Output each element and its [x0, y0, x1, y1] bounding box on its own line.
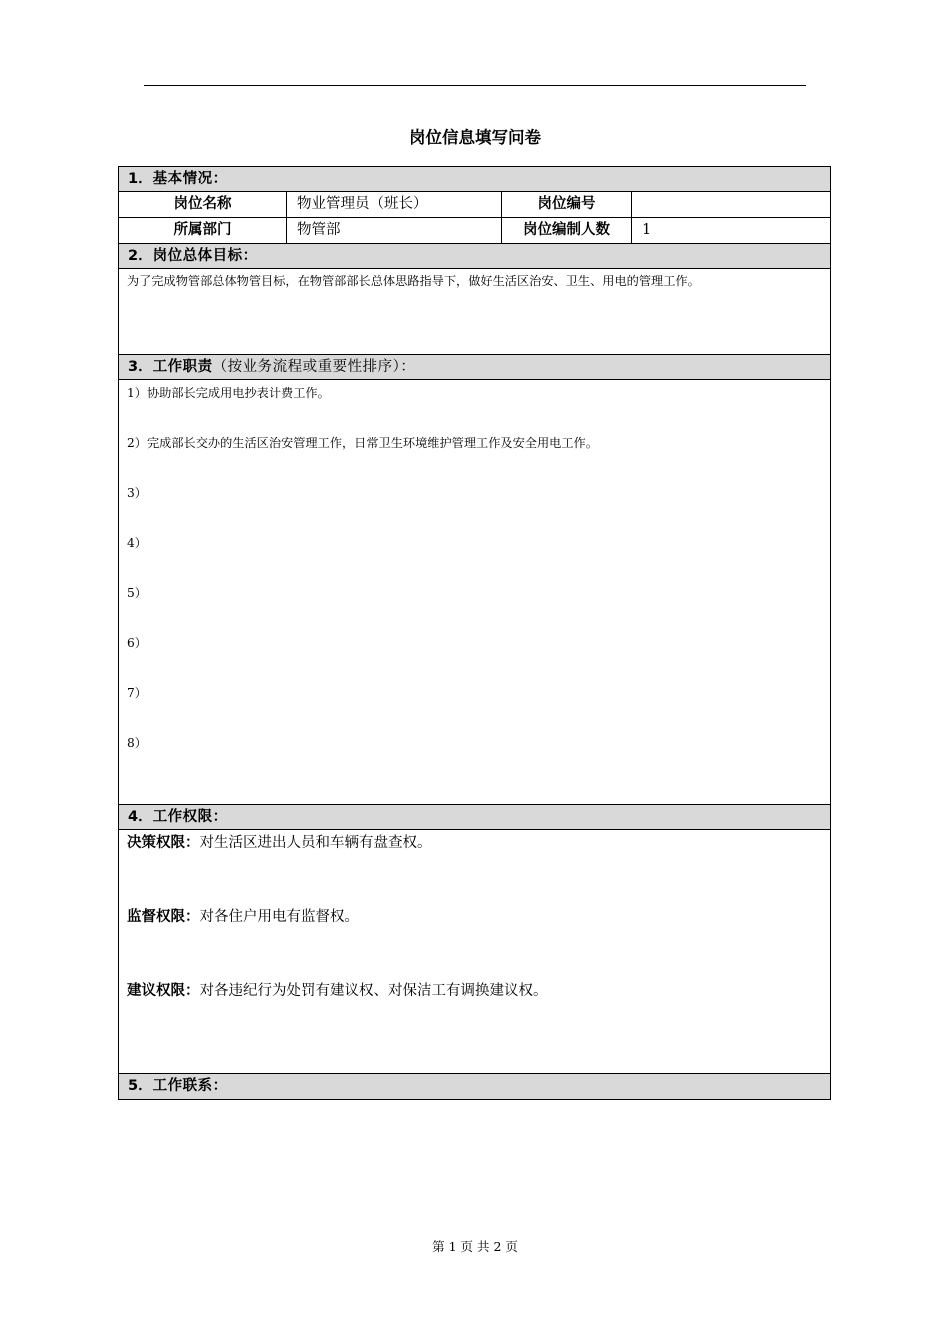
- list-item: 3）: [127, 486, 147, 500]
- field-value-department: 物管部: [287, 218, 502, 243]
- section-hint: （按业务流程或重要性排序）：: [212, 359, 416, 375]
- field-label-headcount: 岗位编制人数: [502, 218, 632, 243]
- authority-text: 对各违纪行为处罚有建议权、对保洁工有调换建议权。: [199, 983, 548, 999]
- section-number: 3．: [128, 359, 153, 375]
- duties-list: [119, 380, 830, 805]
- section-number: 5．: [128, 1078, 153, 1094]
- section-label: 基本情况：: [152, 171, 228, 187]
- table-row: [119, 218, 830, 244]
- page-footer: 第 1 页 共 2 页: [432, 1239, 518, 1254]
- list-item: 1）协助部长完成用电抄表计费工作。: [127, 386, 330, 400]
- table-row: [119, 192, 830, 218]
- section-contacts-header: [119, 1074, 830, 1099]
- list-item: [127, 980, 822, 1054]
- field-label-department: 所属部门: [119, 218, 287, 243]
- job-questionnaire-form: [118, 166, 831, 1100]
- section-goal-header: [119, 244, 830, 269]
- authority-text: 对生活区进出人员和车辆有盘查权。: [199, 835, 432, 851]
- authority-label: 监督权限：: [127, 909, 200, 925]
- list-item: [127, 832, 822, 906]
- authority-label: 决策权限：: [127, 835, 200, 851]
- list-item: [127, 906, 822, 980]
- section-label: 工作权限：: [152, 809, 228, 825]
- goal-text: 为了完成物管部总体物管目标，在物管部部长总体思路指导下，做好生活区治安、卫生、用电的管理工作。: [119, 269, 830, 355]
- field-value-headcount: 1: [642, 222, 652, 238]
- list-item: 8）: [127, 736, 147, 750]
- section-duties-header: [119, 355, 830, 380]
- section-label: 岗位总体目标：: [152, 248, 258, 264]
- list-item: 4）: [127, 536, 147, 550]
- section-number: 1．: [128, 171, 153, 187]
- section-number: 2．: [128, 248, 153, 264]
- section-basic-info-header: [119, 167, 830, 192]
- list-item: 5）: [127, 586, 147, 600]
- authority-label: 建议权限：: [127, 983, 200, 999]
- section-label: 工作职责: [152, 359, 213, 375]
- list-item: 6）: [127, 636, 147, 650]
- list-item: 2）完成部长交办的生活区治安管理工作，日常卫生环境维护管理工作及安全用电工作。: [127, 436, 598, 450]
- authority-list: [119, 830, 830, 1074]
- header-rule: [144, 85, 806, 86]
- field-label-job-code: 岗位编号: [502, 192, 632, 217]
- section-authority-header: [119, 805, 830, 830]
- authority-text: 对各住户用电有监督权。: [199, 909, 359, 925]
- document-title: 岗位信息填写问卷: [409, 128, 541, 147]
- section-number: 4．: [128, 809, 153, 825]
- field-label-job-title: 岗位名称: [119, 192, 287, 217]
- field-value-job-code: [632, 192, 830, 217]
- section-label: 工作联系：: [152, 1078, 228, 1094]
- list-item: 7）: [127, 686, 147, 700]
- field-value-job-title: 物业管理员（班长）: [287, 192, 502, 217]
